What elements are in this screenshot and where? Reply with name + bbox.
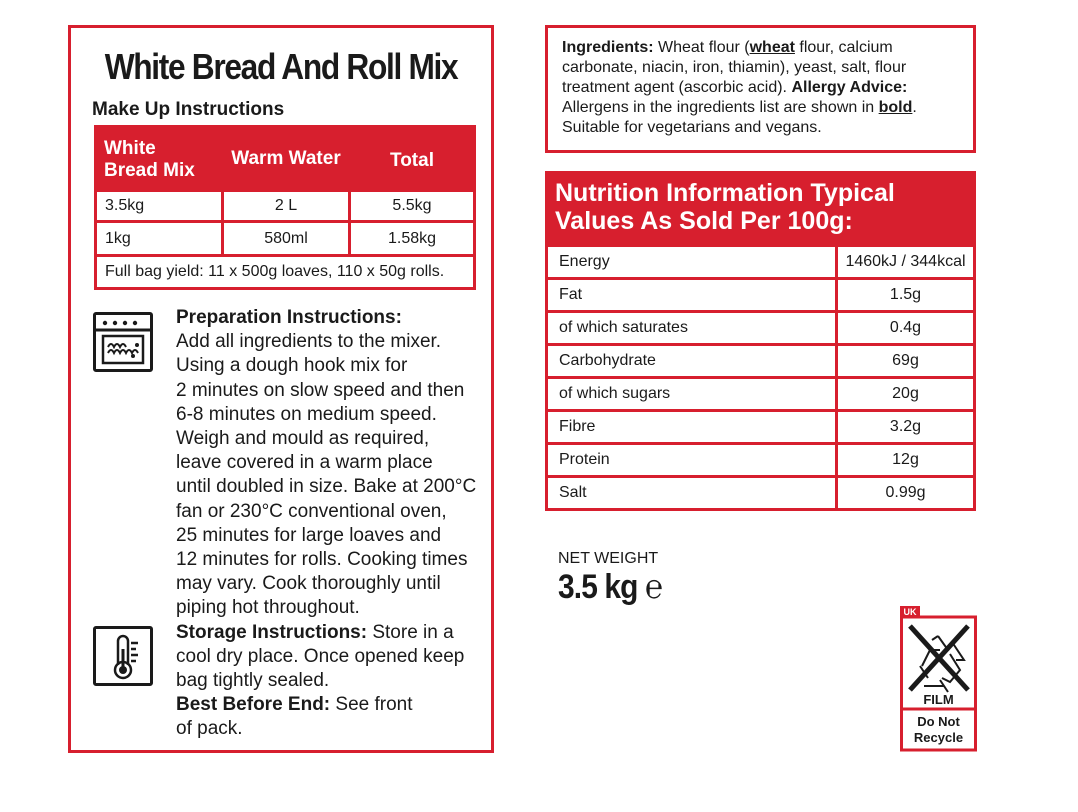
makeup-cell-r2-mix: 1kg [97,223,221,254]
prep-line: piping hot throughout. [176,597,360,619]
prep-line: 12 minutes for rolls. Cooking times [176,549,468,571]
ingredients-text: flour, calcium [794,39,893,56]
nutrition-nutrient: Fibre [548,412,835,442]
best-before-line-2: of pack. [176,718,243,740]
vegetarian-note: Suitable for vegetarians and vegans. [562,119,822,136]
allergy-bold-word: bold [878,99,913,116]
makeup-cell-r1-mix: 3.5kg [97,192,221,220]
storage-heading: Storage Instructions: [176,621,368,643]
storage-line-1: Store in a [367,621,454,643]
prep-line: Using a dough hook mix for [176,355,408,377]
oven-icon [93,312,153,372]
allergy-advice-heading: Allergy Advice: [791,79,908,96]
makeup-cell-r1-total: 5.5kg [351,192,473,220]
nutrition-table [545,171,976,511]
nutrition-nutrient: Salt [548,478,835,508]
recycle-material: FILM [923,692,954,707]
prep-line: 6-8 minutes on medium speed. [176,403,437,425]
recycle-region: UK [903,607,917,617]
allergy-text: Allergens in the ingredients list are shown in [562,99,879,116]
nutrition-value: 3.2g [838,412,973,442]
nutrition-nutrient: of which sugars [548,379,835,409]
makeup-cell-r1-water: 2 L [224,192,348,220]
recycle-instruction-2: Recycle [913,730,964,745]
nutrition-title [555,179,895,235]
estimated-sign-icon: ℮ [644,568,663,606]
nutrition-value: 69g [838,346,973,376]
nutrition-nutrient: Energy [548,247,835,277]
ingredients-line-2: carbonate, niacin, iron, thiamin), yeast, salt, flour [562,59,907,76]
prep-line: 2 minutes on slow speed and then [176,379,465,401]
net-weight-amount: 3.5 kg [558,568,638,606]
thermometer-icon [93,626,153,686]
best-before-line-1: See front [330,694,413,716]
recycle-instruction-1: Do Not [917,714,960,729]
prep-line: Weigh and mould as required, [176,428,430,450]
makeup-heading: Make Up Instructions [92,99,285,120]
net-weight-value [558,568,662,607]
product-title: White Bread And Roll Mix [104,46,458,87]
prep-line: Add all ingredients to the mixer. [176,331,442,353]
nutrition-nutrient: Fat [548,280,835,310]
prep-line: fan or 230°C conventional oven, [176,500,447,522]
makeup-header-water: Warm Water [231,148,341,169]
makeup-header-mix [104,131,195,189]
makeup-cell-r2-total: 1.58kg [351,223,473,254]
prep-line: until doubled in size. Bake at 200°C [176,476,477,498]
preparation-heading: Preparation Instructions: [176,307,402,328]
nutrition-title-line-1: Nutrition Information Typical [555,179,895,207]
makeup-table [94,125,476,290]
ingredients-text: Wheat flour ( [653,39,750,56]
nutrition-value: 0.4g [838,313,973,343]
prep-line: 25 minutes for large loaves and [176,524,442,546]
allergy-text-end: . [912,99,917,116]
nutrition-nutrient: of which saturates [548,313,835,343]
storage-line: bag tightly sealed. [176,670,330,692]
nutrition-title-line-2: Values As Sold Per 100g: [555,207,853,235]
nutrition-value: 20g [838,379,973,409]
recycle-label [900,606,977,752]
prep-line: may vary. Cook thoroughly until [176,573,441,595]
nutrition-nutrient: Protein [548,445,835,475]
nutrition-value: 1460kJ / 344kcal [838,247,973,277]
makeup-header-mix-line1: White [104,138,156,159]
net-weight-label: NET WEIGHT [558,550,659,567]
makeup-cell-r2-water: 580ml [224,223,348,254]
storage-line: cool dry place. Once opened keep [176,645,465,667]
best-before-heading: Best Before End: [176,694,331,716]
makeup-header-mix-line2: Bread Mix [104,160,195,181]
prep-line: leave covered in a warm place [176,452,433,474]
ingredients-line-3: treatment agent (ascorbic acid). [562,79,792,96]
ingredients-heading: Ingredients: [562,39,654,56]
ingredients-box [545,25,976,153]
nutrition-value: 1.5g [838,280,973,310]
allergen-wheat: wheat [749,39,795,56]
left-panel [68,25,494,753]
preparation-instructions [176,306,476,742]
makeup-header-total: Total [390,150,434,171]
nutrition-nutrient: Carbohydrate [548,346,835,376]
makeup-yield: Full bag yield: 11 x 500g loaves, 110 x 50g rolls. [97,257,473,287]
nutrition-value: 0.99g [838,478,973,508]
nutrition-value: 12g [838,445,973,475]
